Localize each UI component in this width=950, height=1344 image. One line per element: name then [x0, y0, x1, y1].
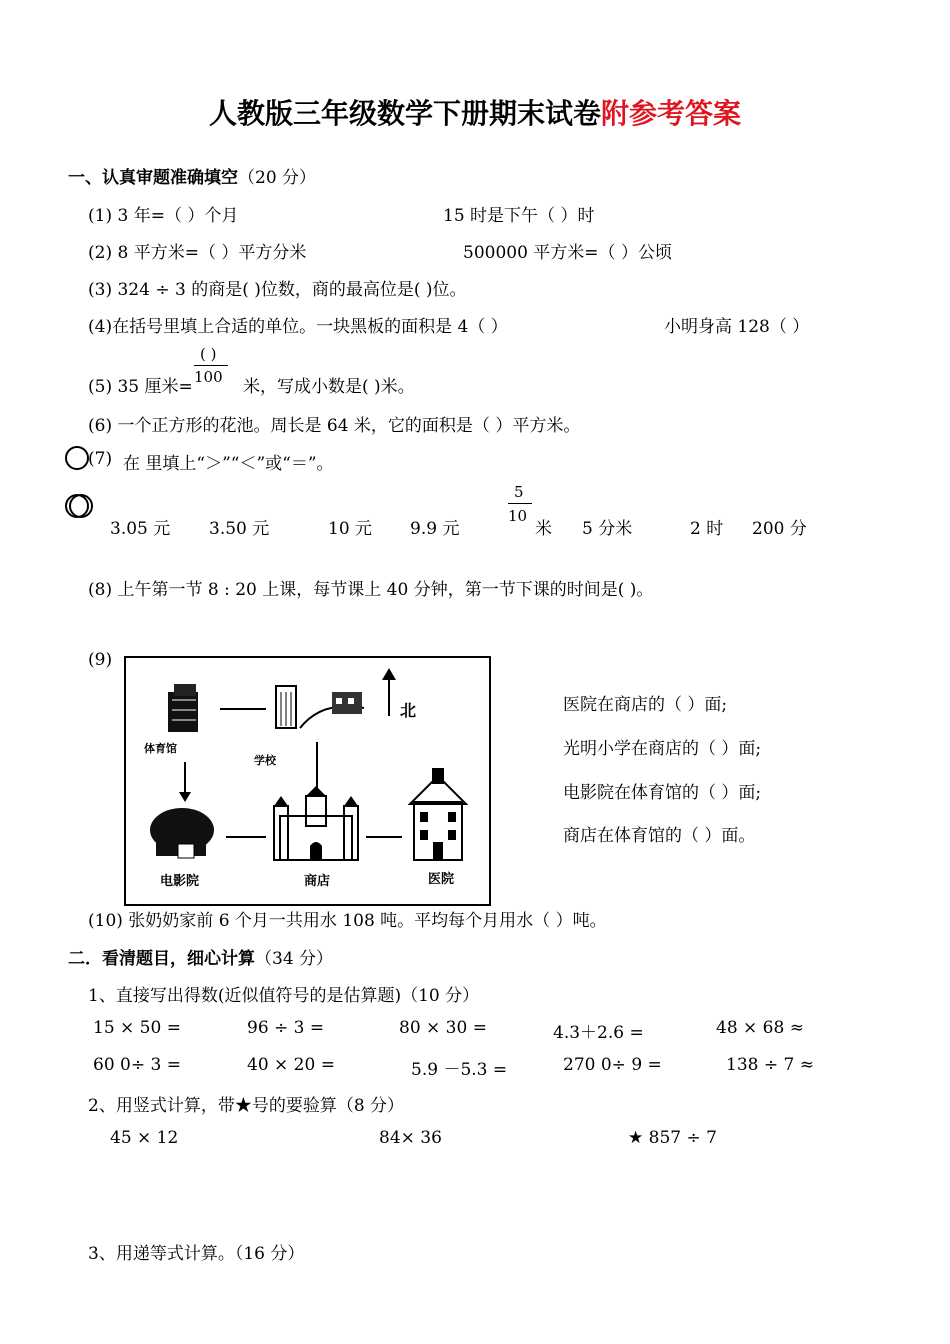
school-label: 学校	[254, 754, 276, 767]
subsection-1: 1、直接写出得数(近似值符号的是估算题)（10 分）	[88, 986, 480, 1006]
q5-frac-numerator: ( )	[200, 345, 217, 363]
q7-item: 5 分米	[582, 519, 633, 539]
calc-item: 60 0÷ 3 =	[93, 1055, 181, 1075]
calc-item: 138 ÷ 7 ≈	[726, 1055, 814, 1075]
calc-item: 5.9 －5.3 =	[411, 1060, 508, 1080]
q8: (8) 上午第一节 8 : 20 上课，每节课上 40 分钟，第一节下课的时间是( )。	[88, 580, 654, 600]
q9-answer: 电影院在体育馆的（ ）面;	[563, 783, 762, 803]
section2-heading: 二．看清题目，细心计算（34 分）	[68, 949, 334, 969]
road-line	[366, 836, 402, 838]
q5-frac-line	[194, 365, 228, 366]
vertical-calc-item: 45 × 12	[110, 1128, 179, 1148]
q7-item: 2 时	[690, 519, 724, 539]
q5-post: 米，写成小数是( )米。	[243, 377, 415, 397]
q4b: 小明身高 128（ ）	[664, 317, 810, 337]
q2b: 500000 平方米=（ ）公顷	[463, 243, 672, 263]
road-line	[226, 836, 266, 838]
q9-answer: 商店在体育馆的（ ）面。	[563, 826, 756, 846]
q7-item: 3.50 元	[209, 519, 270, 539]
north-label: 北	[400, 701, 417, 720]
q7-item: 米	[535, 519, 552, 539]
stadium-icon	[164, 680, 204, 734]
calc-item: 96 ÷ 3 =	[247, 1018, 325, 1038]
q2a: (2) 8 平方米=（ ）平方分米	[88, 243, 307, 263]
q9-answer: 光明小学在商店的（ ）面;	[563, 739, 762, 759]
vertical-calc-item: ★ 857 ÷ 7	[628, 1128, 717, 1148]
q3: (3) 324 ÷ 3 的商是( )位数，商的最高位是( )位。	[88, 280, 467, 300]
calc-item: 48 × 68 ≈	[716, 1018, 804, 1038]
calc-item: 4.3＋2.6 =	[553, 1023, 644, 1043]
q7-frac-line	[508, 503, 532, 504]
cinema-label: 电影院	[160, 874, 200, 889]
q5-frac-denominator: 100	[194, 368, 223, 386]
vertical-calc-item: 84× 36	[379, 1128, 442, 1148]
calc-item: 80 × 30 =	[399, 1018, 487, 1038]
section1-heading: 一、认真审题准确填空（20 分）	[68, 168, 317, 188]
road-line	[220, 708, 266, 710]
shop-label: 商店	[304, 874, 331, 889]
q9-label: (9)	[88, 650, 113, 670]
q4a: (4)在括号里填上合适的单位。一块黑板的面积是 4（ ）	[88, 317, 508, 337]
direction-map	[124, 656, 491, 906]
school-icon	[272, 682, 368, 732]
q7-frac-numerator: 5	[514, 483, 524, 501]
road-line	[316, 742, 318, 788]
q7-item: 200 分	[752, 519, 807, 539]
cinema-icon	[148, 804, 218, 864]
subsection-3: 3、用递等式计算。（16 分）	[88, 1244, 305, 1264]
subsection-2: 2、用竖式计算，带★号的要验算（8 分）	[88, 1096, 405, 1116]
q7-frac-denominator: 10	[508, 507, 528, 525]
shop-icon	[270, 786, 362, 862]
north-arrow-shaft	[388, 676, 390, 716]
arrow-down-icon	[179, 792, 191, 802]
compare-circle-icon	[69, 494, 93, 518]
hospital-label: 医院	[428, 872, 455, 887]
q7-item: 10 元	[328, 519, 373, 539]
q5-pre: (5) 35 厘米=	[88, 377, 193, 397]
calc-item: 15 × 50 =	[93, 1018, 181, 1038]
q1a: (1) 3 年=（ ）个月	[88, 206, 239, 226]
calc-item: 270 0÷ 9 =	[563, 1055, 662, 1075]
stadium-label: 体育馆	[144, 742, 177, 755]
title-suffix: 附参考答案	[601, 97, 742, 130]
page-title	[0, 92, 950, 132]
q1b: 15 时是下午（ ）时	[443, 206, 595, 226]
q10: (10) 张奶奶家前 6 个月一共用水 108 吨。平均每个月用水（ ）吨。	[88, 911, 607, 931]
q7-text: 在 里填上“＞”“＜”或“＝”。	[123, 454, 334, 474]
calc-item: 40 × 20 =	[247, 1055, 335, 1075]
title-main: 人教版三年级数学下册期末试卷	[208, 97, 601, 130]
q7-item: 9.9 元	[410, 519, 460, 539]
hospital-icon	[406, 766, 470, 862]
north-arrow-icon	[382, 668, 396, 680]
q7-label: (7)	[88, 449, 113, 469]
q7-item: 3.05 元	[110, 519, 171, 539]
compare-circle-icon	[65, 446, 89, 470]
q9-answer: 医院在商店的（ ）面;	[563, 695, 728, 715]
q6: (6) 一个正方形的花池。周长是 64 米，它的面积是（ ）平方米。	[88, 416, 581, 436]
